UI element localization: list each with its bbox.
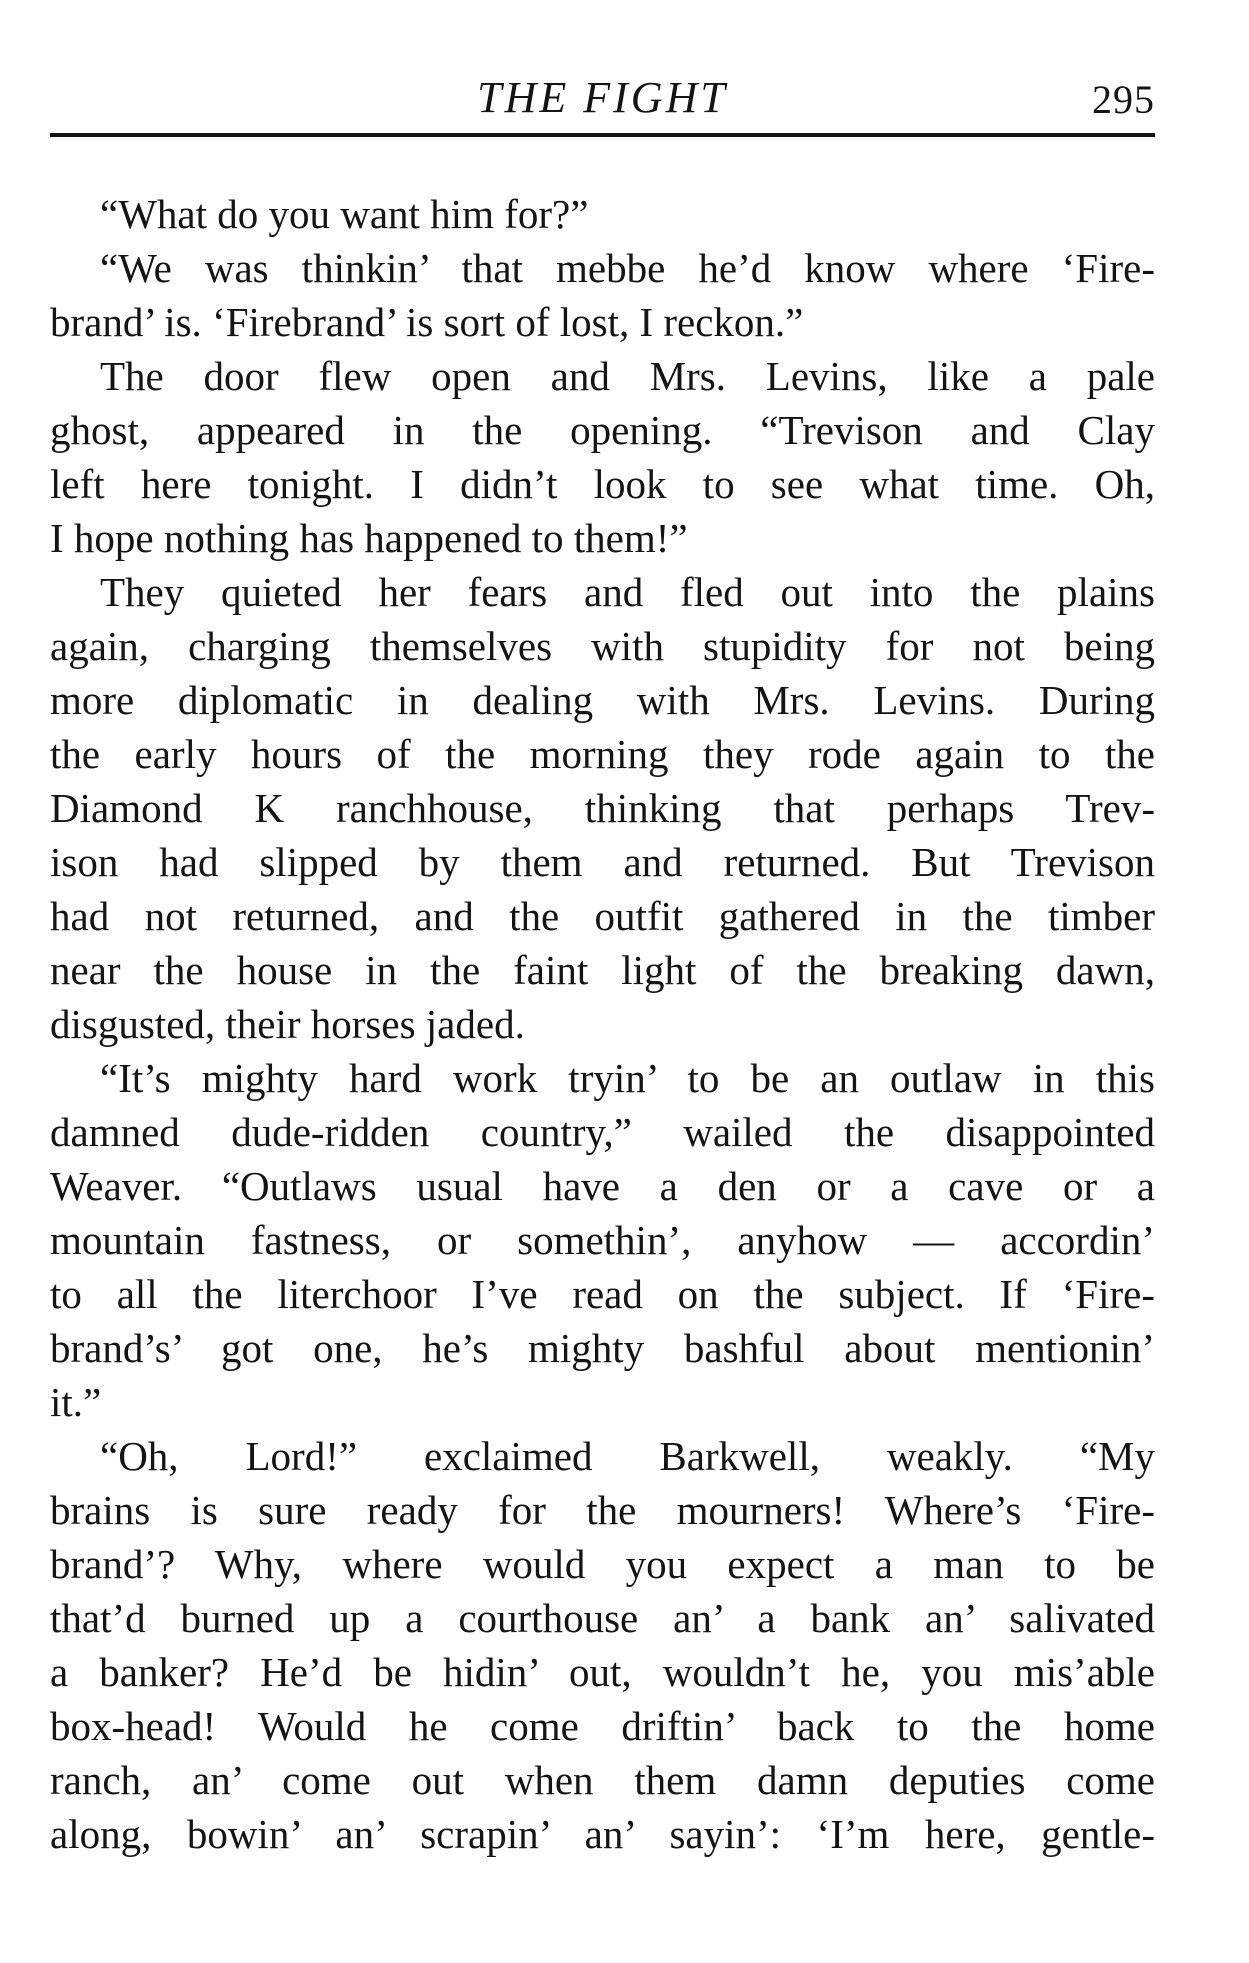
text-line: brand’? Why, where would you expect a man to be <box>50 1541 1155 1587</box>
text-line: “Oh, Lord!” exclaimed Barkwell, weakly. “My <box>100 1433 1155 1479</box>
text-line: the early hours of the morning they rode again to the <box>50 731 1155 777</box>
text-line: box-head! Would he come driftin’ back to the home <box>50 1703 1155 1749</box>
text-line: brains is sure ready for the mourners! Where’s ‘Fire- <box>50 1487 1155 1533</box>
text-line: damned dude-ridden country,” wailed the disappointed <box>50 1109 1155 1155</box>
text-line: it.” <box>50 1379 102 1425</box>
text-line: brand’ is. ‘Firebrand’ is sort of lost, I reckon.” <box>50 299 804 345</box>
text-line: near the house in the faint light of the breaking dawn, <box>50 947 1155 993</box>
page-number: 295 <box>1092 77 1155 122</box>
text-line: Weaver. “Outlaws usual have a den or a cave or a <box>50 1163 1155 1209</box>
text-line: Diamond K ranchhouse, thinking that perhaps Trev- <box>50 785 1155 831</box>
text-line: brand’s’ got one, he’s mighty bashful about mentionin’ <box>50 1325 1155 1371</box>
text-line: that’d burned up a courthouse an’ a bank an’ salivated <box>50 1595 1155 1641</box>
text-line: ranch, an’ come out when them damn deputies come <box>50 1757 1155 1803</box>
running-header <box>50 72 1155 132</box>
body-text <box>50 187 1155 1861</box>
text-line: to all the literchoor I’ve read on the subject. If ‘Fire- <box>50 1271 1155 1317</box>
text-line: The door flew open and Mrs. Levins, like a pale <box>100 353 1155 399</box>
text-line: I hope nothing has happened to them!” <box>50 515 688 561</box>
text-line: more diplomatic in dealing with Mrs. Levins. During <box>50 677 1155 723</box>
text-line: “It’s mighty hard work tryin’ to be an outlaw in this <box>100 1055 1155 1101</box>
running-title: THE FIGHT <box>477 73 728 122</box>
text-line: along, bowin’ an’ scrapin’ an’ sayin’: ‘I’m here, gentle- <box>50 1811 1155 1857</box>
text-line: disgusted, their horses jaded. <box>50 1001 525 1047</box>
text-line: “We was thinkin’ that mebbe he’d know where ‘Fire- <box>100 245 1155 291</box>
text-line: They quieted her fears and fled out into the plains <box>100 569 1155 615</box>
book-page <box>50 0 1155 1963</box>
text-line: had not returned, and the outfit gathered in the timber <box>50 893 1155 939</box>
text-line: mountain fastness, or somethin’, anyhow — accordin’ <box>50 1217 1155 1263</box>
text-line: ison had slipped by them and returned. But Trevison <box>50 839 1155 885</box>
text-line: a banker? He’d be hidin’ out, wouldn’t he, you mis’able <box>50 1649 1155 1695</box>
text-line: “What do you want him for?” <box>100 191 589 237</box>
text-line: again, charging themselves with stupidity for not being <box>50 623 1155 669</box>
text-line: ghost, appeared in the opening. “Trevison and Clay <box>50 407 1155 453</box>
text-line: left here tonight. I didn’t look to see what time. Oh, <box>50 461 1155 507</box>
header-rule <box>50 133 1155 137</box>
